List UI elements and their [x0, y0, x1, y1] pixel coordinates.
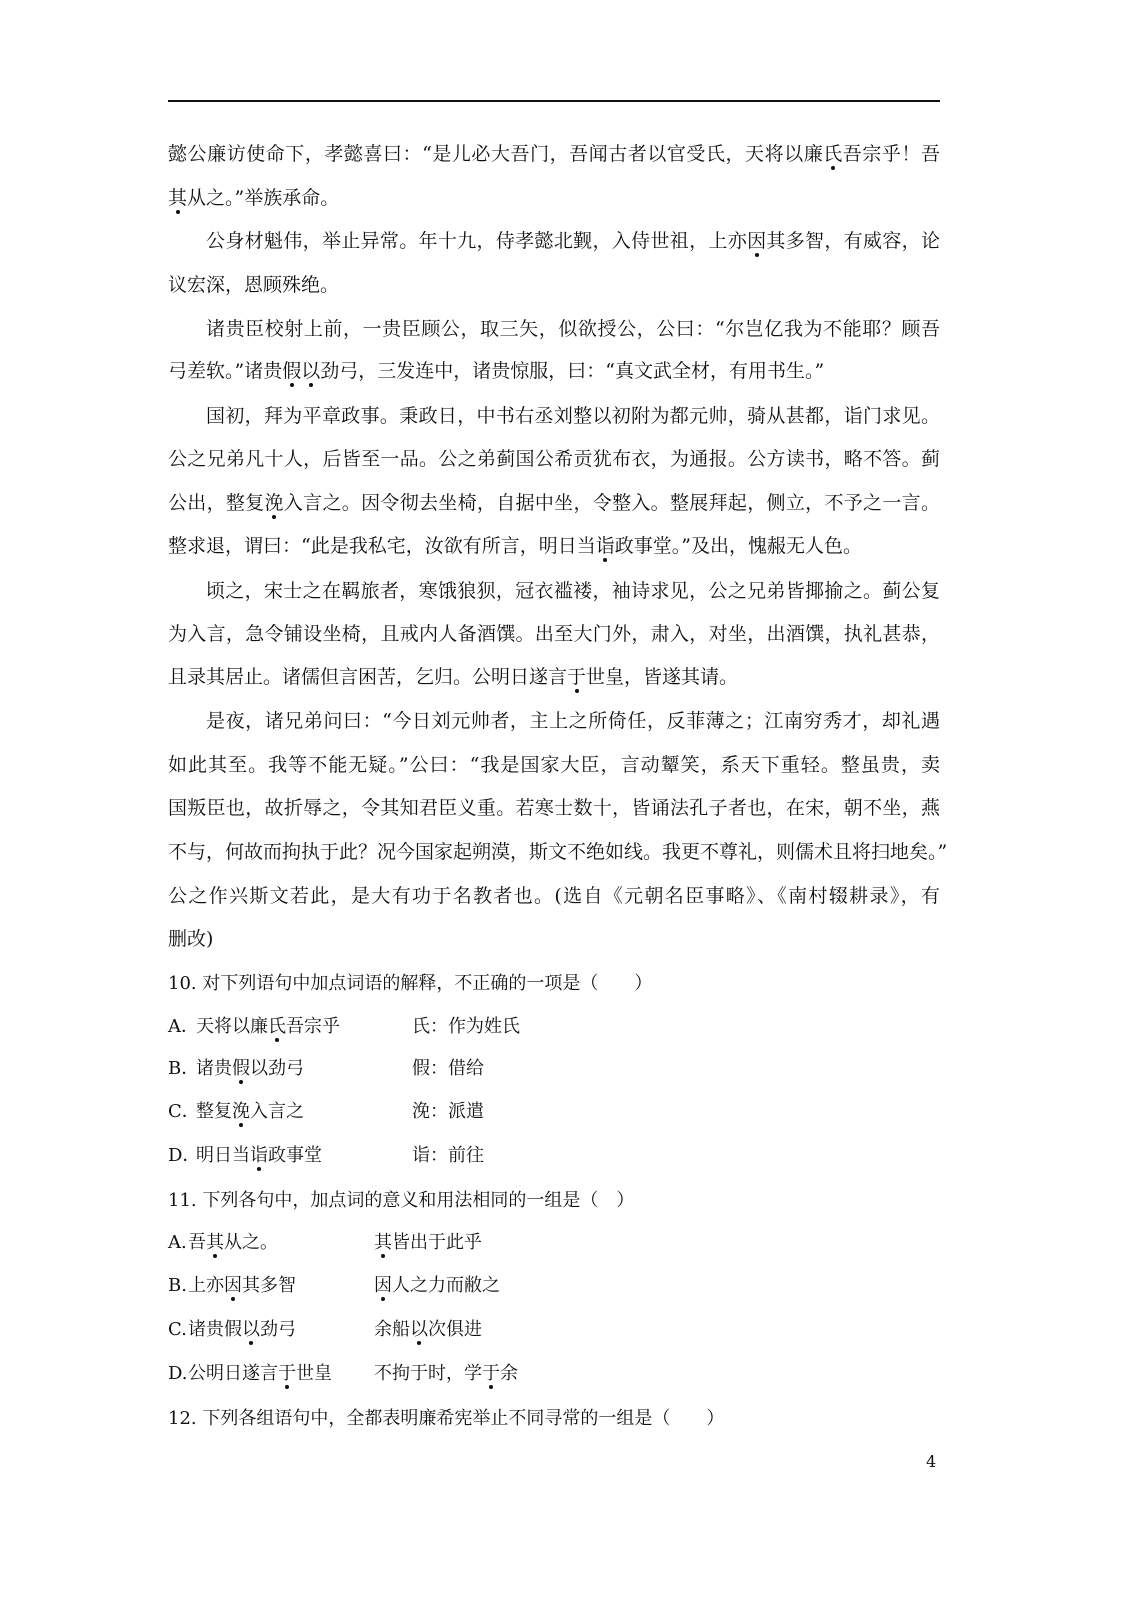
option-sentence	[196, 1012, 340, 1042]
text-run: 政事堂。”及出，愧赧无人色。	[614, 535, 862, 557]
option-label: A．	[168, 1016, 199, 1037]
text-run: 上亦	[188, 1275, 224, 1296]
text-run: 顷之，宋士之在羁旅者，寒饿狼狈，冠衣褴褛，袖诗求见，公之兄弟皆揶揄之。蓟公复	[206, 580, 940, 602]
text-run: 不拘于时，学	[374, 1363, 482, 1384]
emphasis-dot-char: 诣	[250, 1145, 268, 1166]
passage-line	[168, 793, 940, 823]
option-sentence	[196, 1054, 304, 1084]
text-run: 从之。	[224, 1232, 278, 1253]
option-label: C．	[168, 1101, 200, 1122]
text-run: 吾	[188, 1232, 206, 1253]
text-run: 皆出于此乎	[392, 1232, 482, 1253]
emphasis-dot-char: 因	[747, 230, 767, 252]
emphasis-dot-char: 其	[168, 187, 188, 209]
passage-line	[206, 706, 940, 736]
text-run: 整复	[196, 1101, 232, 1122]
text-run: 其多智	[242, 1275, 296, 1296]
option-left	[188, 1315, 296, 1345]
passage-line	[206, 314, 940, 344]
emphasis-dot-char: 以	[242, 1319, 260, 1340]
emphasis-dot-char: 以	[410, 1319, 428, 1340]
emphasis-dot-char: 于	[278, 1363, 296, 1384]
passage-line	[168, 619, 940, 649]
option-left	[188, 1271, 296, 1301]
emphasis-dot-char: 其	[206, 1232, 224, 1253]
passage-line	[168, 488, 940, 518]
text-run: 议宏深，恩顾殊绝。	[168, 274, 340, 296]
option-note: 假：借给	[412, 1058, 484, 1079]
passage-line	[206, 226, 940, 256]
text-run: 次俱进	[428, 1319, 482, 1340]
text-run: 劲弓	[260, 1319, 296, 1340]
question-10-stem: 10. 对下列语句中加点词语的解释，不正确的一项是（ ）	[168, 973, 653, 994]
text-run: 入言之。因令彻去坐椅，自据中坐，令整入。整展拜起，侧立，不予之一言。	[283, 492, 940, 514]
text-run: 政事堂	[268, 1145, 322, 1166]
passage-line	[168, 750, 940, 780]
option-label: D.	[168, 1363, 188, 1384]
emphasis-dot-char: 浼	[264, 492, 284, 514]
header-rule	[168, 100, 940, 102]
text-run: 公之作兴斯文若此，是大有功于名教者也。(选自《元朝名臣事略》、《南村辍耕录》，有	[168, 885, 940, 907]
text-run: 公明日遂言	[188, 1363, 278, 1384]
option-left	[188, 1228, 278, 1258]
passage-line	[168, 662, 940, 692]
option-note: 诣：前往	[412, 1145, 484, 1166]
text-run: 诸贵	[196, 1058, 232, 1079]
option-label: D．	[168, 1145, 201, 1166]
text-run: 吾宗乎！吾	[842, 143, 940, 165]
passage-line	[168, 444, 940, 474]
text-run: 世皇	[296, 1363, 332, 1384]
page-number: 4	[926, 1452, 937, 1471]
text-run: 诸贵假	[188, 1319, 242, 1340]
emphasis-dot-char: 因	[224, 1275, 242, 1296]
passage-line	[168, 139, 940, 169]
text-run: 人之力而敝之	[392, 1275, 500, 1296]
emphasis-dot-char: 浼	[232, 1101, 250, 1122]
passage-line	[168, 531, 940, 561]
text-run: 公身材魁伟，举止异常。年十九，侍孝懿北觐，入侍世祖，上亦	[206, 230, 748, 252]
option-left	[188, 1359, 332, 1389]
option-note: 氏：作为姓氏	[412, 1016, 520, 1037]
emphasis-dot-char: 以	[301, 360, 321, 382]
text-run: 整求退，谓曰：“此是我私宅，汝欲有所言，明日当	[168, 535, 596, 557]
passage-line	[168, 924, 940, 954]
emphasis-dot-char: 假	[232, 1058, 250, 1079]
text-run: 余	[500, 1363, 518, 1384]
text-run: 国初，拜为平章政事。秉政日，中书右丞刘整以初附为都元帅，骑从甚都，诣门求见。	[206, 405, 940, 427]
passage-line	[206, 401, 940, 431]
passage-line	[168, 356, 940, 386]
text-run: 入言之	[250, 1101, 304, 1122]
option-sentence	[196, 1097, 304, 1127]
option-sentence	[196, 1141, 322, 1171]
text-run: 诸贵臣校射上前，一贵臣顾公，取三矢，似欲授公，公曰：“尔岂亿我为不能耶？顾吾	[206, 318, 940, 340]
emphasis-dot-char: 假	[282, 360, 302, 382]
passage-line	[168, 881, 940, 911]
emphasis-dot-char: 氏	[268, 1016, 286, 1037]
text-run: 是夜，诸兄弟问曰：“今日刘元帅者，主上之所倚任，反菲薄之；江南穷秀才，却礼遇	[206, 710, 940, 732]
option-label: B．	[168, 1058, 200, 1079]
text-run: 弓差软。”诸贵	[168, 360, 283, 382]
passage-line	[206, 576, 940, 606]
emphasis-dot-char: 于	[482, 1363, 500, 1384]
option-right	[374, 1271, 500, 1301]
emphasis-dot-char: 于	[567, 666, 587, 688]
option-right	[374, 1315, 482, 1345]
option-note: 浼：派遣	[412, 1101, 484, 1122]
text-run: 懿公廉访使命下，孝懿喜曰：“是儿必大吾门，吾闻古者以官受氏，天将以廉	[168, 143, 824, 165]
option-label: B.	[168, 1275, 187, 1296]
text-run: 劲弓，三发连中，诸贵惊服，曰：“真文武全材，有用书生。”	[320, 360, 825, 382]
option-label: C.	[168, 1319, 187, 1340]
passage-line	[168, 837, 948, 867]
passage-line	[168, 183, 940, 213]
text-run: 以劲弓	[250, 1058, 304, 1079]
text-run: 公之兄弟凡十人，后皆至一品。公之弟蓟国公希贡犹布衣，为通报。公方读书，略不答。蓟	[168, 448, 940, 470]
text-run: 公出，整复	[168, 492, 265, 514]
text-run: 为入言，急令铺设坐椅，且戒内人备酒馔。出至大门外，肃入，对坐，出酒馔，执礼甚恭，	[168, 623, 940, 645]
text-run: 如此其至。我等不能无疑。”公曰：“我是国家大臣，言动颦笑，系天下重轻。整虽贵，卖	[168, 754, 940, 776]
text-run: 不与，何故而拘执于此？况今国家起朔漠，斯文不绝如线。我更不尊礼，则儒术且将扫地矣。”	[168, 841, 948, 863]
emphasis-dot-char: 因	[374, 1275, 392, 1296]
emphasis-dot-char: 诣	[595, 535, 615, 557]
text-run: 世皇，皆遂其请。	[586, 666, 739, 688]
text-run: 天将以廉	[196, 1016, 268, 1037]
text-run: 吾宗乎	[286, 1016, 340, 1037]
text-run: 删改)	[168, 928, 214, 950]
emphasis-dot-char: 氏	[823, 143, 843, 165]
option-label: A.	[168, 1232, 187, 1253]
question-12-stem: 12. 下列各组语句中，全都表明廉希宪举止不同寻常的一组是（ ）	[168, 1408, 725, 1429]
text-run: 从之。”举族承命。	[187, 187, 340, 209]
option-right	[374, 1359, 518, 1389]
emphasis-dot-char: 其	[374, 1232, 392, 1253]
passage-line	[168, 270, 940, 300]
text-run: 余船	[374, 1319, 410, 1340]
text-run: 其多智，有威容，论	[766, 230, 940, 252]
question-11-stem: 11. 下列各句中，加点词的意义和用法相同的一组是（ ）	[168, 1190, 635, 1211]
text-run: 国叛臣也，故折辱之，令其知君臣义重。若寒士数十，皆诵法孔子者也，在宋，朝不坐，燕	[168, 797, 940, 819]
text-run: 明日当	[196, 1145, 250, 1166]
option-right	[374, 1228, 482, 1258]
text-run: 且录其居止。诸儒但言困苦，乞归。公明日遂言	[168, 666, 568, 688]
